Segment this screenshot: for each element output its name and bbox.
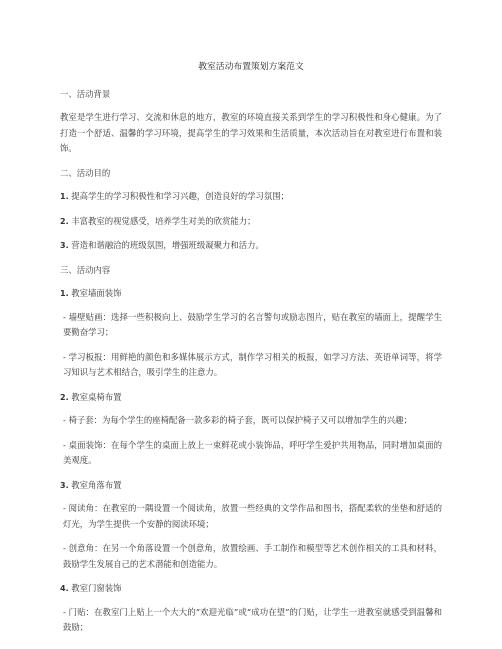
purpose-item <box>60 238 442 254</box>
item-number: 3. <box>60 241 69 250</box>
content-detail: - 创意角：在另一个角落设置一个创意角，放置绘画、手工制作和模型等艺术创作相关的工具和材料，鼓励学生发展自己的艺术潜能和创造能力。 <box>63 543 442 569</box>
document-title: 教室活动布置策划方案范文 <box>198 62 304 72</box>
content-detail: - 阅读角：在教室的一隅设置一个阅读角，放置一些经典的文学作品和图书，搭配柔软的坐垫和舒适的灯光，为学生提供一个安静的阅读环境； <box>63 503 442 529</box>
subheading-text: 教室门窗装饰 <box>71 583 122 593</box>
content-subheading <box>60 478 442 494</box>
item-number: 1. <box>60 289 69 298</box>
item-number: 1. <box>60 192 69 201</box>
content-subheading <box>60 581 442 597</box>
content-detail: - 椅子套：为每个学生的座椅配备一款多彩的椅子套，既可以保护椅子又可以增加学生的兴趣； <box>63 415 412 425</box>
content-subheading <box>60 390 442 406</box>
background-paragraph: 教室是学生进行学习、交流和休息的地方，教室的环境直接关系到学生的学习积极性和身心健康。为了打造一个舒适、温馨的学习环境，提高学生的学习效果和生活质量，本次活动旨在对教室进行布置和装饰。 <box>60 112 442 153</box>
content-detail: - 墙壁贴画：选择一些积极向上、鼓励学生学习的名言警句或励志图片，贴在教室的墙面上，提醒学生要勤奋学习； <box>63 311 442 337</box>
subheading-text: 教室角落布置 <box>71 479 122 490</box>
purpose-item <box>60 189 442 205</box>
item-number: 2. <box>60 392 69 402</box>
item-number: 4. <box>60 584 69 593</box>
subheading-text: 教室墙面装饰 <box>71 288 122 298</box>
content-detail: - 学习板报：用鲜艳的颜色和多媒体展示方式，制作学习相关的板报，如学习方法、英语单词等，将学习知识与艺术相结合，吸引学生的注意力。 <box>63 351 442 377</box>
section-heading-background: 一、活动背景 <box>60 88 111 99</box>
purpose-item <box>60 214 442 230</box>
content-detail: - 门贴：在教室门上贴上一个大大的“欢迎光临”或“成功在望”的门贴，让学生一进教室就感受到温馨和鼓励； <box>63 606 442 632</box>
section-heading-purpose: 二、活动目的 <box>60 167 111 178</box>
item-text: 丰富教室的视觉感受，培养学生对美的欣赏能力； <box>71 215 256 226</box>
item-text: 营造和谐融洽的班级氛围，增强班级凝聚力和活力。 <box>71 240 264 250</box>
item-text: 提高学生的学习积极性和学习兴趣，创造良好的学习氛围； <box>71 191 290 201</box>
item-number: 2. <box>60 216 69 226</box>
item-number: 3. <box>60 480 69 490</box>
subheading-text: 教室桌椅布置 <box>71 391 122 402</box>
section-heading-content: 三、活动内容 <box>60 264 111 275</box>
content-subheading <box>60 286 442 302</box>
content-detail: - 桌面装饰：在每个学生的桌面上放上一束鲜花或小装饰品，呼吁学生爱护共用物品，同时增加桌面的美观度。 <box>63 439 442 465</box>
